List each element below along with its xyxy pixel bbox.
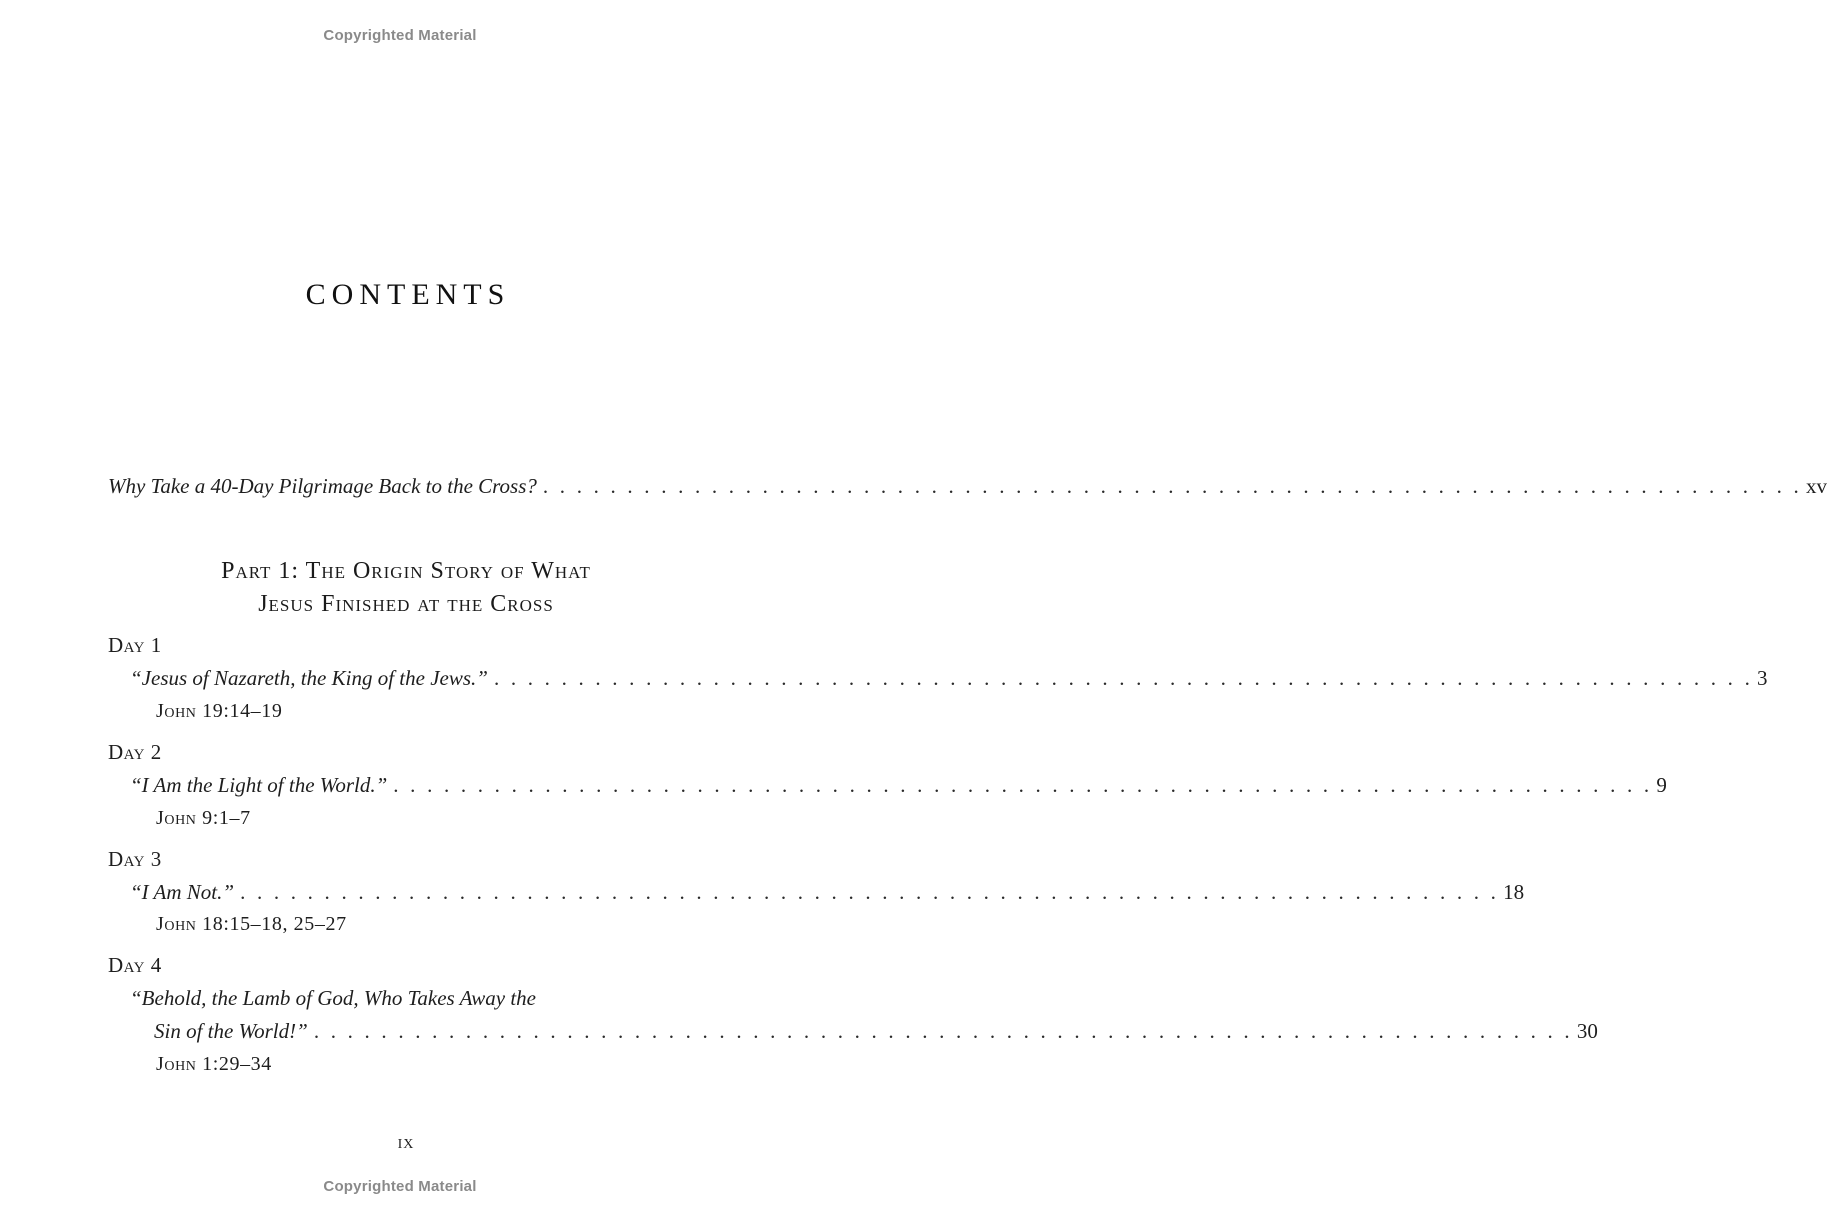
part-title-line-1: Part 1: The Origin Story of What — [221, 558, 591, 584]
toc-entry-intro[interactable] — [108, 474, 1827, 499]
toc-page-number: 18 — [1503, 880, 1525, 904]
day-label: Day 2 — [108, 740, 162, 764]
leader-dots: . . . . . . . . . . . . . . . . . . . . . . . . . . . . . . . . . . . . . . . . . . . . . . . . . . . . . . . . . . . . . . . . . . . . . . . . . . . — [493, 666, 1754, 690]
scripture-reference: John 9:1–7 — [156, 807, 251, 829]
watermark-bottom: Copyrighted Material — [323, 1178, 477, 1195]
toc-entry-day-3[interactable] — [130, 880, 1525, 905]
page-number: ix — [397, 1131, 415, 1153]
scripture-reference: John 18:15–18, 25–27 — [156, 913, 347, 935]
day-label: Day 3 — [108, 847, 162, 871]
toc-entry-title: Why Take a 40-Day Pilgrimage Back to the Cross? — [108, 474, 537, 498]
leader-dots: . . . . . . . . . . . . . . . . . . . . . . . . . . . . . . . . . . . . . . . . . . . . . . . . . . . . . . . . . . . . . . . . . . . . . . . . . . . — [313, 1019, 1573, 1043]
leader-dots: . . . . . . . . . . . . . . . . . . . . . . . . . . . . . . . . . . . . . . . . . . . . . . . . . . . . . . . . . . . . . . . . . . . . . . . . . . . — [240, 880, 1500, 904]
toc-entry-title: “I Am Not.” — [130, 880, 235, 904]
leader-dots: . . . . . . . . . . . . . . . . . . . . . . . . . . . . . . . . . . . . . . . . . . . . . . . . . . . . . . . . . . . . . . . . . . . . . . . . . . . — [542, 474, 1802, 498]
toc-page-number: 30 — [1576, 1019, 1598, 1043]
toc-page-number: 9 — [1656, 773, 1667, 797]
watermark-top: Copyrighted Material — [323, 27, 477, 44]
toc-page-number: 3 — [1757, 666, 1768, 690]
toc-page-number: xv — [1805, 474, 1827, 498]
scripture-reference: John 1:29–34 — [156, 1053, 272, 1075]
toc-entry-day-1[interactable] — [130, 666, 1768, 691]
toc-entry-title-line-1[interactable]: “Behold, the Lamb of God, Who Takes Away the — [130, 986, 536, 1010]
part-title — [0, 555, 812, 621]
toc-entry-day-2[interactable] — [130, 773, 1667, 798]
leader-dots: . . . . . . . . . . . . . . . . . . . . . . . . . . . . . . . . . . . . . . . . . . . . . . . . . . . . . . . . . . . . . . . . . . . . . . . . . . . — [393, 773, 1653, 797]
page-title: CONTENTS — [305, 278, 511, 311]
day-label: Day 1 — [108, 633, 162, 657]
toc-entry-day-4[interactable] — [154, 1019, 1598, 1044]
part-title-line-2: Jesus Finished at the Cross — [258, 591, 554, 617]
toc-entry-title: “Jesus of Nazareth, the King of the Jews.” — [130, 666, 488, 690]
toc-entry-title: Sin of the World!” — [154, 1019, 308, 1043]
day-label: Day 4 — [108, 953, 162, 977]
toc-entry-title: “I Am the Light of the World.” — [130, 773, 388, 797]
scripture-reference: John 19:14–19 — [156, 700, 283, 722]
